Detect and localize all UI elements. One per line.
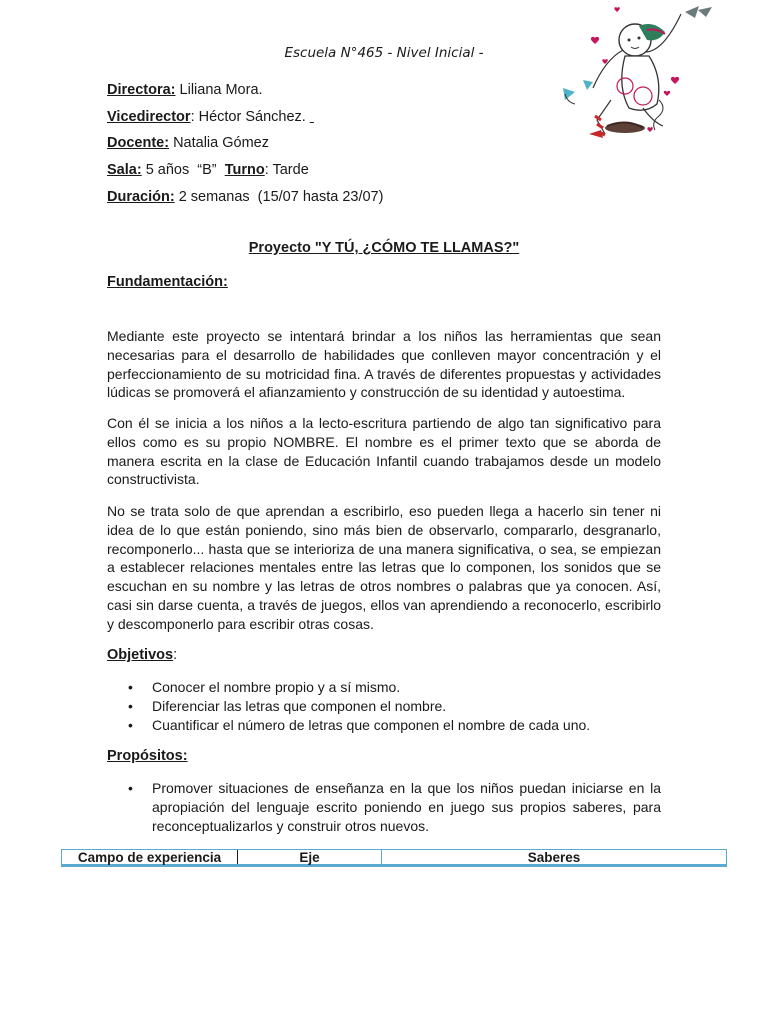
project-title: Proyecto "Y TÚ, ¿CÓMO TE LLAMAS?" [248,240,520,256]
fundamentacion-heading: Fundamentación: [107,274,228,290]
bullet-icon: • [128,716,133,733]
list-item: • Promover situaciones de enseñanza en la que los niños puedan iniciarse en la apropiación del lenguaje escrito poniendo en juego sus propios saberes, para reconceptualizarlos y construir otros nuevos. [128,780,661,834]
bullet-icon: • [128,679,133,695]
list-item: • Diferenciar las letras que componen el nombre. [128,697,447,714]
turno-label: Turno [224,162,265,179]
sala-line [107,160,547,187]
directora-value: Liliana Mora. [175,82,263,98]
sala-label: Sala: [107,162,142,179]
directora-line [107,80,547,107]
bullet-icon: • [128,697,133,714]
column-header-saberes: Saberes [527,850,581,865]
propositos-list [107,779,661,835]
fundamentacion-paragraph-1: Mediante este proyecto se intentará brindar a los niños las herramientas que sean necesarias para el desarrollo de habilidades que conlleven mayor concentración y el perfeccionamiento de su motricidad fina. A través de diferentes propuestas y actividades lúdicas se promoverá el afianzamiento y construcción de su identidad y autoestima. [107,328,661,401]
list-item: • Cuantificar el número de letras que componen el nombre de cada uno. [128,716,591,733]
list-item: • Conocer el nombre propio y a sí mismo. [128,679,401,695]
vicedirector-line [107,107,547,134]
turno-value: : Tarde [264,162,309,179]
bullet-icon: • [128,780,133,796]
docente-line [107,133,547,160]
school-header: Escuela N°465 - Nivel Inicial - [284,45,484,61]
directora-label: Directora: [107,82,176,98]
fundamentacion-paragraph-2: Con él se inicia a los niños a la lecto-escritura partiendo de algo tan significativo para ellos como es su propio NOMBRE. El nombre es el primer texto que se aborda de manera escrita en la clase de Educación Infantil cuando trabajamos desde un modelo constructivista. [107,415,661,488]
experience-table-header [61,849,727,867]
child-illustration [555,0,715,145]
column-header-eje: Eje [238,850,382,864]
objetivos-list [107,678,661,734]
staff-info [107,80,547,213]
docente-value: Natalia Gómez [169,135,269,152]
propositos-heading: Propósitos: [107,748,188,764]
fundamentacion-paragraph-3: No se trata solo de que aprendan a escribirlo, eso pueden llega a hacerlo sin tener ni idea de lo que están poniendo, sino más bien de observarlo, compararlo, desgranarlo, recomponerlo... hasta que se interioriza de una manera significativa, o sea, se empiezan a establecer relaciones mentales entre las letras que lo componen, los sonidos que se escuchan en su nombre y las letras de otros nombres o palabras que ya conocen. Así, casi sin darse cuenta, a través de juegos, ellos van aprendiendo a reconocerlo, escribirlo y descomponerlo para escribir otras cosas. [107,503,661,632]
sala-value: 5 años “B” [141,162,225,179]
vicedirector-value: : Héctor Sánchez. [190,108,310,125]
vicedirector-label: Vicedirector [107,108,191,125]
duracion-line [107,187,547,214]
objetivos-heading: Objetivos: [107,647,178,663]
duracion-label: Duración: [107,188,175,205]
column-header-campo: Campo de experiencia [62,850,238,864]
docente-label: Docente: [107,135,170,152]
duracion-value: 2 semanas (15/07 hasta 23/07) [174,188,384,205]
